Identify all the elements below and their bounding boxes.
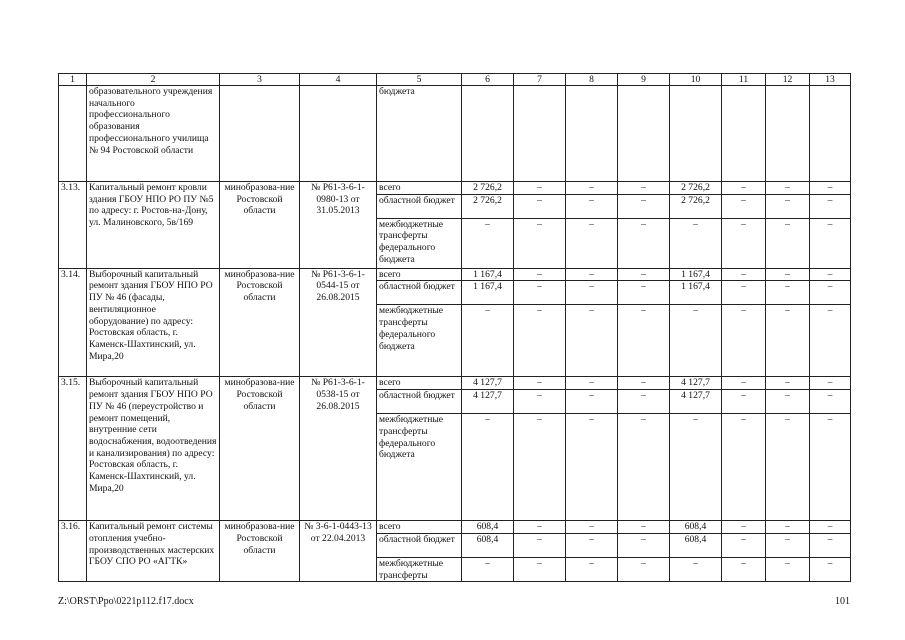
header-cell: 9 [618,74,670,86]
value-cell-c12: – [766,533,810,557]
value-cell-c10: 608,4 [670,521,722,534]
value-cell-c7: – [514,390,566,414]
row-number-cell [59,86,87,182]
value-cell-c12: – [766,281,810,305]
header-cell: 6 [462,74,514,86]
table-row [59,182,851,195]
value-cell-c8: – [566,305,618,377]
value-cell-c8: – [566,268,618,281]
item-name-cell: Капитальный ремонт системы отопления учебно-производственных мастерских ГБОУ СПО РО «АГТК» [87,521,220,582]
value-cell-c6: – [462,218,514,268]
value-cell-c13: – [810,281,851,305]
item-name-cell: Выборочный капитальный ремонт здания ГБОУ НПО РО ПУ № 46 (переустройство и ремонт помещений, внутренние сети водоснабжения, водоотведения и канализирования) по адресу: Ростовская область, г. Каменск-Шахтинский, ул. Мира,20 [87,377,220,521]
value-cell-c12: – [766,305,810,377]
header-cell: 13 [810,74,851,86]
value-cell-c8: – [566,377,618,390]
value-cell-c9: – [618,521,670,534]
funding-source-cell: всего [377,268,462,281]
value-cell-c8: – [566,414,618,521]
value-cell-c10: – [670,218,722,268]
value-cell-c13: – [810,533,851,557]
value-cell-c10: 4 127,7 [670,390,722,414]
value-cell-c7: – [514,268,566,281]
value-cell-c6: 608,4 [462,521,514,534]
continuation-name: образовательного учреждения начального профессионального образования профессионального училища № 94 Ростовской области [87,86,220,182]
value-cell-c13: – [810,414,851,521]
value-cell-c7: – [514,218,566,268]
table-row [59,521,851,534]
value-cell-c11: – [722,182,766,195]
funding-source-cell: всего [377,182,462,195]
value-cell-c13: – [810,194,851,218]
value-cell-c13: – [810,521,851,534]
document-cell [300,86,377,182]
value-cell-c10: 2 726,2 [670,194,722,218]
executor-cell: минобразова-ние Ростовской области [220,182,300,269]
value-cell-c10: 4 127,7 [670,377,722,390]
value-cell-c10: 1 167,4 [670,281,722,305]
footer-page-number: 101 [835,596,850,607]
value-cell-c11: – [722,281,766,305]
value-cell-c9: – [618,182,670,195]
document-cell: № Р61-3-6-1-0544-15 от 26.08.2015 [300,268,377,377]
value-cell-c7: – [514,194,566,218]
value-cell-c9: – [618,414,670,521]
value-cell-c6: 608,4 [462,533,514,557]
value-cell-c11: – [722,533,766,557]
value-cell-c8: – [566,218,618,268]
value-cell-c13: – [810,268,851,281]
funding-source-cell: межбюджетные трансферты федерального бюджета [377,218,462,268]
value-cell-c12: – [766,194,810,218]
value-cell-c7: – [514,557,566,581]
header-cell: 11 [722,74,766,86]
header-cell: 2 [87,74,220,86]
row-number-cell: 3.13. [59,182,87,269]
value-cell-c8: – [566,521,618,534]
document-cell: № Р61-3-6-1-0538-15 от 26.08.2015 [300,377,377,521]
funding-source-cell: областной бюджет [377,390,462,414]
value-cell-c12: – [766,557,810,581]
value-cell-c8: – [566,281,618,305]
funding-source-cell: областной бюджет [377,281,462,305]
header-cell: 4 [300,74,377,86]
executor-cell [220,86,300,182]
row-number-cell: 3.16. [59,521,87,582]
value-cell-c11: – [722,194,766,218]
value-cell-c10: 608,4 [670,533,722,557]
value-cell-c12: – [766,521,810,534]
value-cell-c6: – [462,557,514,581]
item-name-cell: Выборочный капитальный ремонт здания ГБОУ НПО РО ПУ № 46 (фасады, вентиляционное оборудование) по адресу: Ростовская область, г. Каменск-Шахтинский, ул. Мира,20 [87,268,220,377]
value-cell-c13: – [810,390,851,414]
table-row [59,377,851,390]
value-cell-c8: – [566,390,618,414]
value-cell-c9: – [618,281,670,305]
header-row [59,74,851,86]
value-cell-c13: – [810,377,851,390]
value-cell-c11: – [722,521,766,534]
header-cell: 3 [220,74,300,86]
value-cell-c9: – [618,305,670,377]
value-cell-c6: 4 127,7 [462,390,514,414]
value-cell-c11: – [722,390,766,414]
header-cell: 1 [59,74,87,86]
header-cell: 7 [514,74,566,86]
continuation-source: бюджета [377,86,462,182]
header-cell: 12 [766,74,810,86]
value-cell-c13: – [810,305,851,377]
funding-source-cell: межбюджетные трансферты федерального бюджета [377,305,462,377]
value-cell-c12: – [766,268,810,281]
value-cell-c9: – [618,194,670,218]
value-cell-c12: – [766,390,810,414]
value-cell-c10: 2 726,2 [670,182,722,195]
value-cell-c11: – [722,557,766,581]
value-cell-c9: – [618,533,670,557]
budget-table [58,73,851,582]
value-cell-c9: – [618,557,670,581]
value-cell-c7: – [514,305,566,377]
value-cell-c11: – [722,218,766,268]
funding-source-cell: межбюджетные трансферты федерального бюджета [377,414,462,521]
table-row [59,268,851,281]
executor-cell: минобразова-ние Ростовской области [220,377,300,521]
value-cell-c12: – [766,218,810,268]
value-cell-c11: – [722,305,766,377]
value-cell-c7: – [514,521,566,534]
continuation-row [59,86,851,182]
executor-cell: минобразова-ние Ростовской области [220,268,300,377]
value-cell-c11: – [722,268,766,281]
item-name-cell: Капитальный ремонт кровли здания ГБОУ НПО РО ПУ №5 по адресу: г. Ростов-на-Дону, ул. Малиновского, 5в/169 [87,182,220,269]
value-cell-c10: – [670,414,722,521]
value-cell-c9: – [618,390,670,414]
header-cell: 10 [670,74,722,86]
value-cell-c6: 1 167,4 [462,281,514,305]
value-cell-c6: – [462,305,514,377]
value-cell-c7: – [514,533,566,557]
value-cell-c12: – [766,182,810,195]
header-cell: 8 [566,74,618,86]
funding-source-cell: областной бюджет [377,194,462,218]
funding-source-cell: межбюджетные трансферты [377,557,462,581]
value-cell-c7: – [514,182,566,195]
document-cell: № Р61-3-6-1-0980-13 от 31.05.2013 [300,182,377,269]
value-cell-c11: – [722,414,766,521]
funding-source-cell: областной бюджет [377,533,462,557]
row-number-cell: 3.14. [59,268,87,377]
value-cell-c6: – [462,414,514,521]
funding-source-cell: всего [377,377,462,390]
value-cell-c11: – [722,377,766,390]
value-cell-c13: – [810,557,851,581]
value-cell-c13: – [810,182,851,195]
footer-file-path: Z:\ORST\Ppo\0221p112.f17.docx [58,596,194,607]
value-cell-c8: – [566,557,618,581]
value-cell-c6: 2 726,2 [462,182,514,195]
funding-source-cell: всего [377,521,462,534]
value-cell-c9: – [618,268,670,281]
value-cell-c10: 1 167,4 [670,268,722,281]
value-cell-c9: – [618,218,670,268]
document-cell: № 3-6-1-0443-13 от 22.04.2013 [300,521,377,582]
value-cell-c6: 1 167,4 [462,268,514,281]
value-cell-c7: – [514,414,566,521]
value-cell-c6: 2 726,2 [462,194,514,218]
executor-cell: минобразова-ние Ростовской области [220,521,300,582]
header-cell: 5 [377,74,462,86]
value-cell-c9: – [618,377,670,390]
value-cell-c8: – [566,533,618,557]
value-cell-c12: – [766,377,810,390]
value-cell-c13: – [810,218,851,268]
value-cell-c8: – [566,182,618,195]
value-cell-c7: – [514,377,566,390]
value-cell-c6: 4 127,7 [462,377,514,390]
value-cell-c8: – [566,194,618,218]
value-cell-c10: – [670,305,722,377]
value-cell-c7: – [514,281,566,305]
row-number-cell: 3.15. [59,377,87,521]
value-cell-c12: – [766,414,810,521]
value-cell-c10: – [670,557,722,581]
